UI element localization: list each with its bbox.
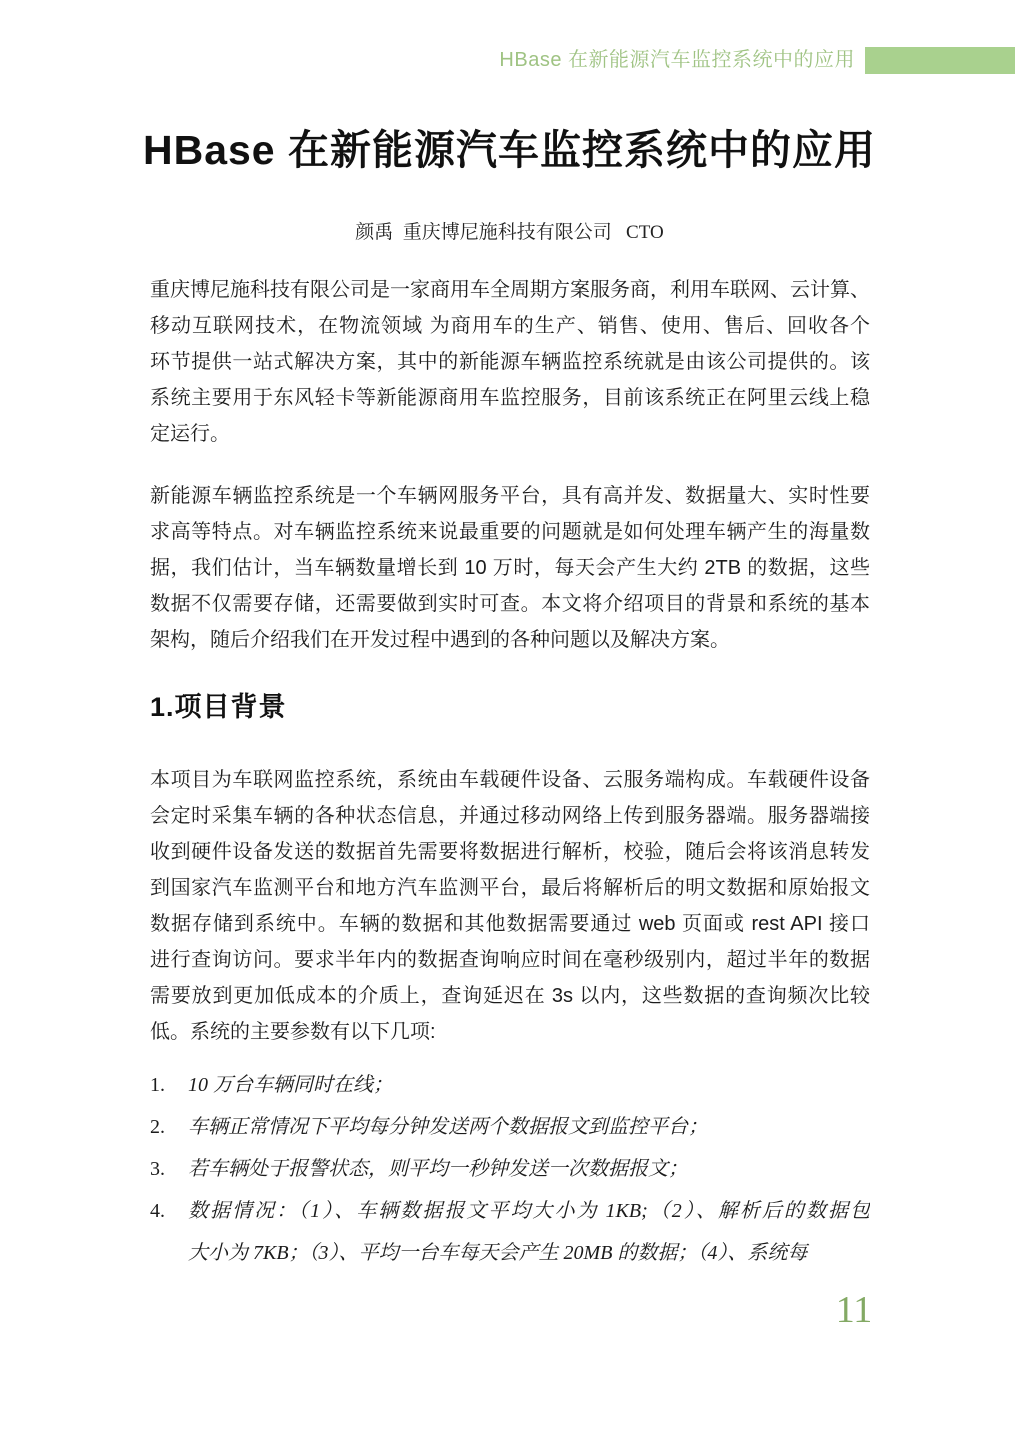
text-line: 若车辆处于报警状态，则平均一秒钟发送一次数据报文； <box>188 1158 688 1180</box>
text-line: 重庆博尼施科技有限公司是一家商用车全周期方案服务商，利用车联网、云计算、 <box>150 279 870 301</box>
text-line: 到国家汽车监测平台和地方汽车监测平台，最后将解析后的明文数据和原始报文 <box>150 877 870 899</box>
text-line: 数据情况：（1）、车辆数据报文平均大小为 1KB;（2）、解析后的数据包 <box>188 1200 870 1222</box>
author-byline: 颜禹 重庆博尼施科技有限公司 CTO <box>355 222 664 243</box>
text-line: 本项目为车联网监控系统，系统由车载硬件设备、云服务端构成。车载硬件设备 <box>150 769 870 791</box>
text-line: 环节提供一站式解决方案，其中的新能源车辆监控系统就是由该公司提供的。该 <box>150 351 870 373</box>
text-line: 需要放到更加低成本的介质上，查询延迟在 3s 以内，这些数据的查询频次比较 <box>150 985 870 1007</box>
text-line: 会定时采集车辆的各种状态信息，并通过移动网络上传到服务器端。服务器端接 <box>150 805 870 827</box>
running-header <box>150 46 1015 74</box>
list-item <box>150 1190 870 1274</box>
header-accent-bar <box>865 47 1015 74</box>
page-title: HBase 在新能源汽车监控系统中的应用 <box>142 127 876 173</box>
list-item-text <box>188 1148 870 1190</box>
text-line: 求高等特点。对车辆监控系统来说最重要的问题就是如何处理车辆产生的海量数 <box>150 521 870 543</box>
text-line: 系统主要用于东风轻卡等新能源商用车监控服务，目前该系统正在阿里云线上稳 <box>150 387 870 409</box>
section-heading: 1.项目背景 <box>150 692 287 722</box>
text-line: 据，我们估计，当车辆数量增长到 10 万时，每天会产生大约 2TB 的数据，这些 <box>150 557 870 579</box>
text-line: 车辆正常情况下平均每分钟发送两个数据报文到监控平台； <box>188 1116 708 1138</box>
list-item-number: 3. <box>150 1158 165 1180</box>
text-line: 定运行。 <box>150 423 230 445</box>
intro-paragraph-2 <box>150 478 870 658</box>
list-item <box>150 1106 870 1148</box>
text-line: 新能源车辆监控系统是一个车辆网服务平台，具有高并发、数据量大、实时性要 <box>150 485 870 507</box>
text-line: 数据不仅需要存储，还需要做到实时可查。本文将介绍项目的背景和系统的基本 <box>150 593 870 615</box>
list-item <box>150 1148 870 1190</box>
text-line: 进行查询访问。要求半年内的数据查询响应时间在毫秒级别内，超过半年的数据 <box>150 949 870 971</box>
section-paragraph <box>150 762 870 1050</box>
text-line: 收到硬件设备发送的数据首先需要将数据进行解析，校验，随后会将该消息转发 <box>150 841 870 863</box>
list-item-number: 4. <box>150 1200 165 1222</box>
list-item-text <box>188 1190 870 1274</box>
text-line: 数据存储到系统中。车辆的数据和其他数据需要通过 web 页面或 rest API 接口 <box>150 913 870 935</box>
list-item-text <box>188 1064 870 1106</box>
text-line: 低。系统的主要参数有以下几项: <box>150 1021 436 1043</box>
intro-paragraph-1 <box>150 272 870 452</box>
page-number: 11 <box>835 1289 873 1331</box>
text-line: 移动互联网技术，在物流领域 为商用车的生产、销售、使用、售后、回收各个 <box>150 315 870 337</box>
text-line: 大小为 7KB；（3）、平均一台车每天会产生 20MB 的数据；（4）、系统每 <box>188 1242 808 1264</box>
text-line: 10 万台车辆同时在线； <box>188 1074 393 1096</box>
list-item-text <box>188 1106 870 1148</box>
list-item-number: 1. <box>150 1074 165 1096</box>
list-item-number: 2. <box>150 1116 165 1138</box>
system-parameters-list <box>150 1064 870 1274</box>
text-line: 架构，随后介绍我们在开发过程中遇到的各种问题以及解决方案。 <box>150 629 730 651</box>
running-header-title: HBase 在新能源汽车监控系统中的应用 <box>499 49 855 71</box>
list-item <box>150 1064 870 1106</box>
